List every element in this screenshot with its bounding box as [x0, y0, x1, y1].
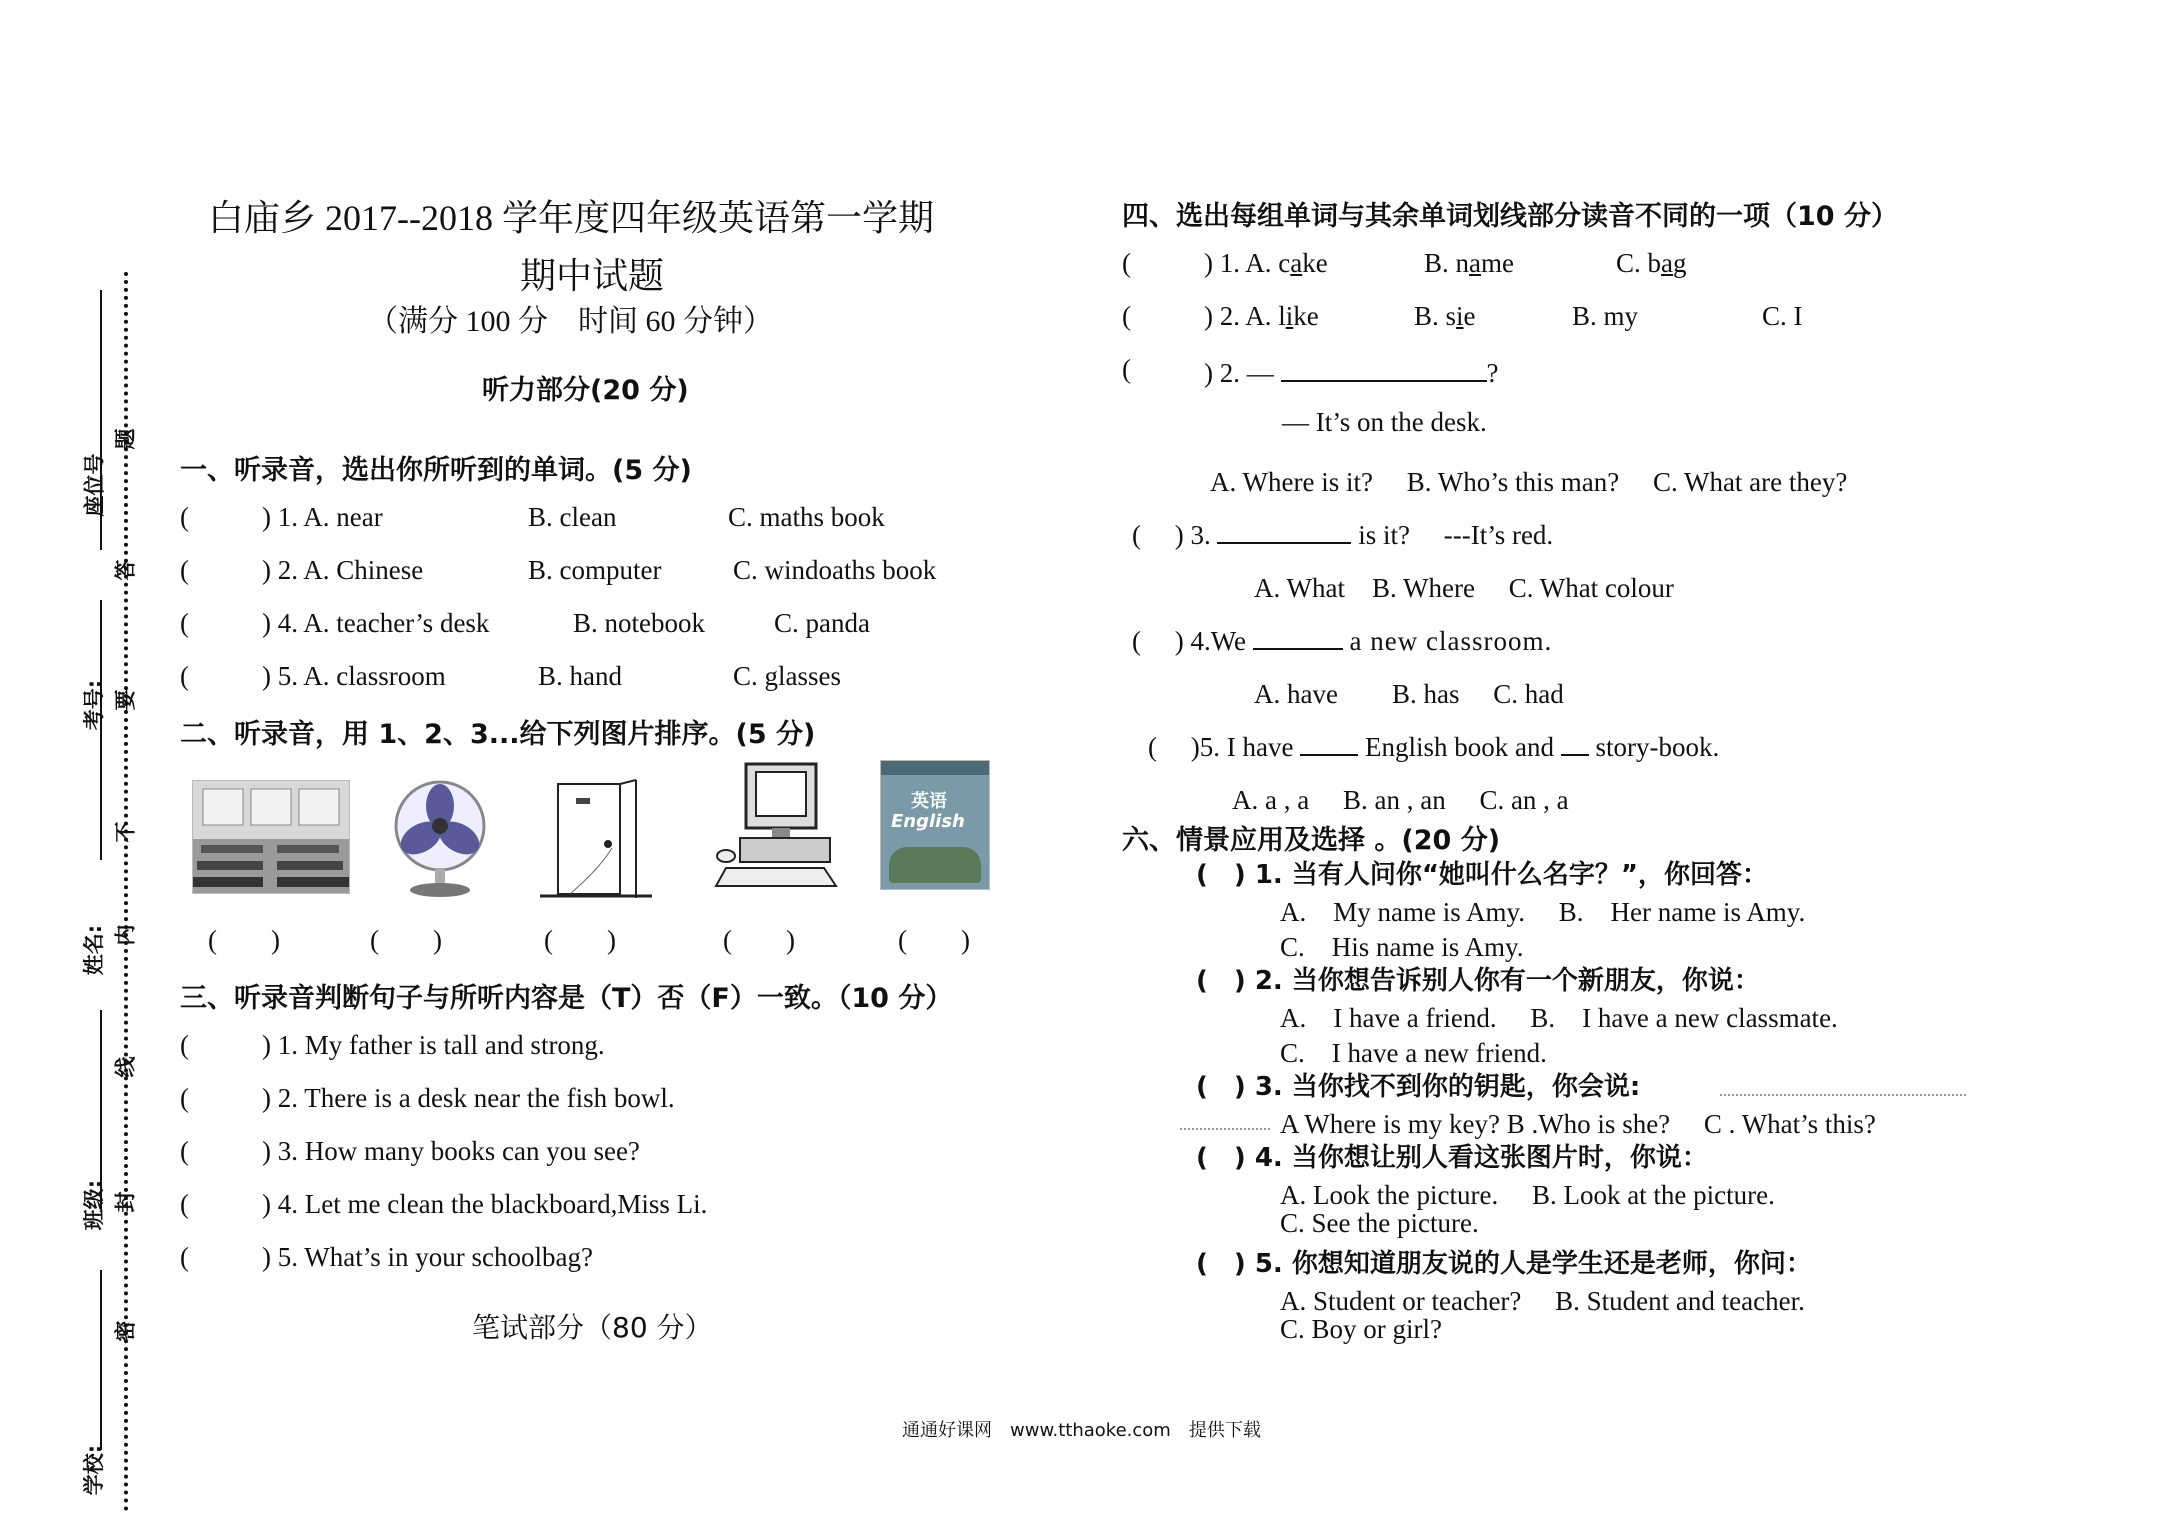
answer-bracket: (	[180, 1083, 189, 1113]
scenario-options: C. I have a new friend.	[1280, 1038, 1547, 1068]
answer-blank	[1281, 354, 1487, 382]
book-cover-title-en: English	[891, 811, 965, 832]
option-prefix: B. n	[1424, 248, 1470, 278]
word-rest: g	[1673, 248, 1687, 278]
scenario-question: ( ) 2. 当你想告诉别人你有一个新朋友，你说：	[1196, 966, 1760, 996]
scenario-options: A Where is my key? B .Who is she? C . What’s this?	[1280, 1109, 1876, 1139]
school-label: 学校:	[82, 1444, 107, 1496]
seal-char: 不	[113, 821, 138, 843]
picture-order-bracket: ( )	[723, 925, 795, 955]
option-b: B. notebook	[573, 608, 705, 638]
options-row: A. a , a B. an , an C. an , a	[1232, 785, 1569, 815]
margin-line	[100, 1270, 102, 1450]
scenario-options: C. See the picture.	[1280, 1208, 1479, 1238]
option-b: B. clean	[528, 502, 617, 532]
picture-order-bracket: ( )	[544, 925, 616, 955]
option-c: C. maths book	[728, 502, 885, 532]
answer-bracket: (	[180, 661, 189, 691]
picture-order-bracket: ( )	[208, 925, 280, 955]
scenario-options: A. I have a friend. B. I have a new classmate.	[1280, 1003, 1838, 1033]
answer-bracket: (	[180, 555, 189, 585]
question-end: ?	[1486, 358, 1499, 388]
option-c: B. my	[1572, 301, 1639, 331]
question-row	[1204, 354, 1498, 389]
scenario-question: ( ) 5. 你想知道朋友说的人是学生还是老师，你问：	[1196, 1249, 1812, 1279]
question-row	[1204, 248, 1328, 279]
question-end: story-book.	[1595, 732, 1720, 762]
answer-blank	[1253, 622, 1343, 650]
question-text: ) 2. A. Chinese	[262, 555, 424, 585]
listening-heading: 听力部分(20 分)	[482, 375, 689, 406]
dialog-reply: — It’s on the desk.	[1282, 407, 1487, 437]
scenario-options: C. His name is Amy.	[1280, 932, 1524, 962]
option-prefix: B. s	[1414, 301, 1457, 331]
statement-text: ) 2. There is a desk near the fish bowl.	[262, 1083, 675, 1113]
question-text: ) 5. A. classroom	[262, 661, 446, 691]
exam-number-label: 考号:	[82, 679, 107, 731]
seal-char: 要	[113, 689, 138, 711]
answer-bracket: (	[1122, 301, 1131, 331]
underlined-letter: i	[1456, 301, 1464, 331]
section4-heading: 四、选出每组单词与其余单词划线部分读音不同的一项（10 分）	[1122, 201, 1898, 232]
question-row	[1204, 301, 1319, 332]
computer-picture	[712, 760, 842, 900]
picture-order-bracket: ( )	[898, 925, 970, 955]
question-end: is it? ---It’s red.	[1358, 520, 1554, 550]
seal-char: 线	[113, 1056, 138, 1078]
seal-char: 题	[113, 428, 138, 450]
book-cover-band	[881, 761, 989, 775]
option-c: C. windoaths book	[733, 555, 937, 585]
question-middle: English book and	[1364, 732, 1554, 762]
scenario-question: ( ) 1. 当有人问你“她叫什么名字？”，你回答：	[1196, 860, 1769, 890]
question-row	[1132, 513, 1553, 552]
section1-heading: 一、听录音，选出你所听到的单词。(5 分)	[180, 455, 692, 486]
underlined-letter: i	[1285, 301, 1294, 331]
scenario-question: ( ) 3. 当你找不到你的钥匙，你会说:	[1196, 1072, 1641, 1102]
name-label: 姓名:	[82, 924, 107, 976]
answer-bracket: (	[180, 1189, 189, 1219]
seat-number-label: 座位号	[82, 453, 107, 517]
class-label: 班级:	[82, 1179, 107, 1231]
seal-char: 答	[113, 559, 138, 581]
answer-blank	[1300, 728, 1358, 756]
statement-text: ) 1. My father is tall and strong.	[262, 1030, 605, 1060]
section3-heading: 三、听录音判断句子与所听内容是（T）否（F）一致。（10 分）	[180, 983, 953, 1014]
word-rest: ke	[1302, 248, 1328, 278]
answer-bracket: (	[1122, 248, 1131, 278]
section2-heading: 二、听录音，用 1、2、3...给下列图片排序。(5 分)	[180, 719, 816, 750]
exam-subtitle: 期中试题	[520, 256, 665, 296]
seal-char: 封	[113, 1191, 138, 1213]
statement-text: ) 3. How many books can you see?	[262, 1136, 640, 1166]
question-text: ( )5. I have	[1148, 732, 1294, 762]
word-rest: ke	[1293, 301, 1319, 331]
option-c	[1616, 248, 1687, 279]
option-b	[1414, 301, 1476, 332]
answer-bracket: (	[180, 608, 189, 638]
question-text: ) 2. —	[1204, 358, 1274, 388]
options-row: A. What B. Where C. What colour	[1254, 573, 1674, 603]
exam-title: 白庙乡 2017--2018 学年度四年级英语第一学期	[208, 198, 934, 238]
underlined-letter: a	[1661, 248, 1673, 278]
answer-blank	[1561, 728, 1589, 756]
question-text: ) 4. A. teacher’s desk	[262, 608, 490, 638]
options-row: A. have B. has C. had	[1254, 679, 1564, 709]
book-cover-title-zh: 英语	[911, 791, 947, 812]
answer-bracket: (	[180, 1030, 189, 1060]
option-prefix: C. b	[1616, 248, 1662, 278]
dotted-leader	[1720, 1094, 1966, 1096]
scenario-question: ( ) 4. 当你想让别人看这张图片时，你说：	[1196, 1143, 1708, 1173]
question-row	[1148, 725, 1719, 764]
question-text: ( ) 4.We	[1132, 626, 1247, 656]
question-text: ) 1. A. c	[1204, 248, 1291, 278]
option-c: C. panda	[774, 608, 870, 638]
door-picture	[540, 778, 652, 902]
scenario-options: A. My name is Amy. B. Her name is Amy.	[1280, 897, 1806, 927]
book-cover-art	[889, 847, 981, 883]
options-row: A. Where is it? B. Who’s this man? C. What are they?	[1210, 467, 1848, 497]
option-b	[1424, 248, 1514, 279]
word-rest: me	[1481, 248, 1514, 278]
question-row	[1132, 619, 1552, 658]
option-c: C. glasses	[733, 661, 841, 691]
option-b: B. hand	[538, 661, 622, 691]
written-heading: 笔试部分（80 分）	[472, 1311, 713, 1344]
exam-score-time: （满分 100 分 时间 60 分钟）	[368, 305, 773, 338]
section6-heading: 六、情景应用及选择 。(20 分)	[1122, 825, 1501, 856]
answer-bracket: (	[1122, 354, 1131, 384]
underlined-letter: a	[1469, 248, 1481, 278]
classroom-picture	[192, 780, 350, 894]
fan-picture	[385, 778, 495, 900]
scenario-options: C. Boy or girl?	[1280, 1314, 1442, 1344]
scenario-options: A. Student or teacher? B. Student and teacher.	[1280, 1286, 1805, 1316]
option-d: C. I	[1762, 301, 1803, 331]
underlined-letter: a	[1290, 248, 1303, 278]
picture-order-bracket: ( )	[370, 925, 442, 955]
answer-bracket: (	[180, 1136, 189, 1166]
statement-text: ) 5. What’s in your schoolbag?	[262, 1242, 593, 1272]
scenario-options: A. Look the picture. B. Look at the picture.	[1280, 1180, 1775, 1210]
statement-text: ) 4. Let me clean the blackboard,Miss Li.	[262, 1189, 708, 1219]
answer-bracket: (	[180, 502, 189, 532]
word-rest: e	[1463, 301, 1476, 331]
answer-bracket: (	[180, 1242, 189, 1272]
question-text: ( ) 3.	[1132, 520, 1211, 550]
option-b: B. computer	[528, 555, 662, 585]
footer-source: 通通好课网 www.tthaoke.com 提供下载	[902, 1420, 1261, 1441]
dotted-leader	[1180, 1128, 1270, 1130]
question-text: ) 1. A. near	[262, 502, 383, 532]
seal-char: 内	[113, 924, 138, 946]
book-cover-picture	[880, 760, 990, 890]
question-end: a new classroom.	[1349, 626, 1553, 656]
answer-blank	[1217, 516, 1351, 544]
seal-char: 密	[113, 1320, 138, 1342]
question-text: ) 2. A. l	[1204, 301, 1286, 331]
